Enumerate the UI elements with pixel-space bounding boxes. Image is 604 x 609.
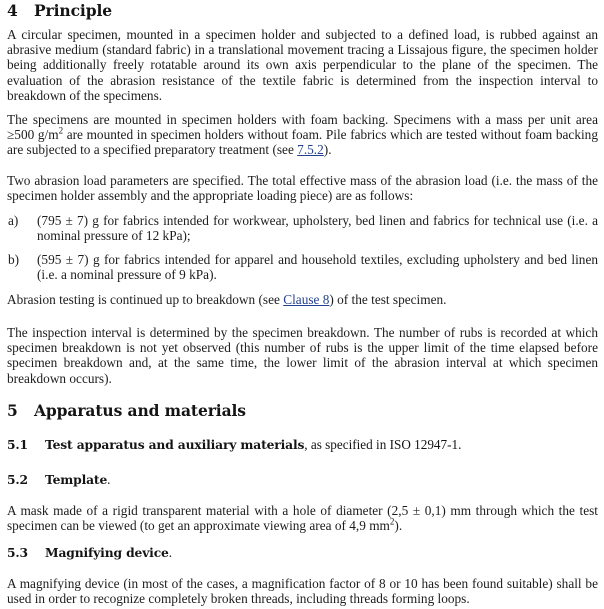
clause-5-2-paragraph [7,503,598,533]
heading-clause-5-1 [7,437,598,452]
heading-clause-5-1-trailing-text: , as specified in ISO 12947-1. [304,437,462,452]
list-item-marker: a) [8,213,19,228]
cross-reference-link-clause-8[interactable]: Clause 8 [283,292,330,307]
list-item [7,252,598,282]
clause-5-3-paragraph: A magnifying device (in most of the cases, a magnification factor of 8 or 10 has been found suitable) shall be used in order to recognize completely broken threads, including threads forming loops. [7,576,598,607]
heading-clause-5-2-number: 5.2 [7,472,28,487]
viewing-area-superscript: 2 [389,516,395,527]
heading-clause-5-1-number: 5.1 [7,437,28,452]
cross-reference-link-7-5-2[interactable]: 7.5.2 [297,142,324,158]
clause-5-2-paragraph-text-after: ). [394,518,403,534]
list-item-text: (595 ± 7) g for fabrics intended for apparel and household textiles, excluding upholstery and bed linen (i.e. a nominal pressure of 9 kPa). [37,252,598,283]
heading-clause-5-3 [7,545,598,560]
clause-4-paragraph-2-text-after: ). [323,142,332,158]
clause-5-2-paragraph-text-before: A mask made of a rigid transparent material with a hole of diameter (2,5 ± 0,1) mm through which the test specimen can be viewed (to get an approximate viewing area of 4,9 mm [7,503,598,534]
clause-4-paragraph-4-text-after: ) of the test specimen. [329,292,447,307]
clause-4-paragraph-1: A circular specimen, mounted in a specimen holder and subjected to a defined load, is rubbed against an abrasive medium (standard fabric) in a translational movement tracing a Lissajous figure, the specimen holder being additionally freely rotatable around its own axis perpendicular to the plane of the specimen. The evaluation of the abrasion resistance of the textile fabric is determined from the inspection interval to breakdown of the specimens. [7,27,598,103]
heading-clause-5-2 [7,472,598,487]
heading-clause-5-2-title: Template [45,472,108,487]
clause-4-paragraph-2-text-before: The specimens are mounted in specimen holders with foam backing. Specimens with a mass per unit area ≥500 g/m [7,112,598,143]
list-item [7,213,598,243]
clause-4-paragraph-3: Two abrasion load parameters are specified. The total effective mass of the abrasion load (i.e. the mass of the specimen holder assembly and the appropriate loading piece) are as follows: [7,173,598,204]
clause-4-paragraph-4 [7,292,598,307]
clause-4-paragraph-5: The inspection interval is determined by the specimen breakdown. The number of rubs is recorded at which specimen breakdown is not yet observed (this number of rubs is the upper limit of the time elapsed before specimen breakdown and, at the same time, the lower limit of the abrasion interval at which specimen breakdown occurs). [7,325,598,386]
heading-clause-4-number: 4 [7,1,18,20]
heading-clause-5-3-title: Magnifying device [45,545,169,560]
heading-clause-5-3-number: 5.3 [7,545,28,560]
heading-clause-5-1-title: Test apparatus and auxiliary materials [45,437,305,452]
heading-clause-5-3-trailing-text: . [168,545,173,560]
heading-clause-4-title: Principle [34,1,112,20]
mass-per-unit-area-superscript: 2 [58,125,64,136]
list-item-text: (795 ± 7) g for fabrics intended for workwear, upholstery, bed linen and fabrics for technical use (i.e. a nominal pressure of 12 kPa); [37,213,598,244]
heading-clause-5-2-trailing-text: . [107,472,111,487]
heading-clause-4 [7,2,598,19]
clause-4-paragraph-4-text-before: Abrasion testing is continued up to breakdown (see [7,292,284,307]
clause-4-paragraph-2-text-middle: are mounted in specimen holders without foam. Pile fabrics which are tested without foam backing are subjected to a specified preparatory treatment (see [7,127,598,158]
heading-clause-5 [7,402,598,419]
heading-clause-5-number: 5 [7,401,18,420]
clause-4-paragraph-2 [7,112,598,158]
list-item-marker: b) [8,252,20,267]
heading-clause-5-title: Apparatus and materials [34,401,246,420]
